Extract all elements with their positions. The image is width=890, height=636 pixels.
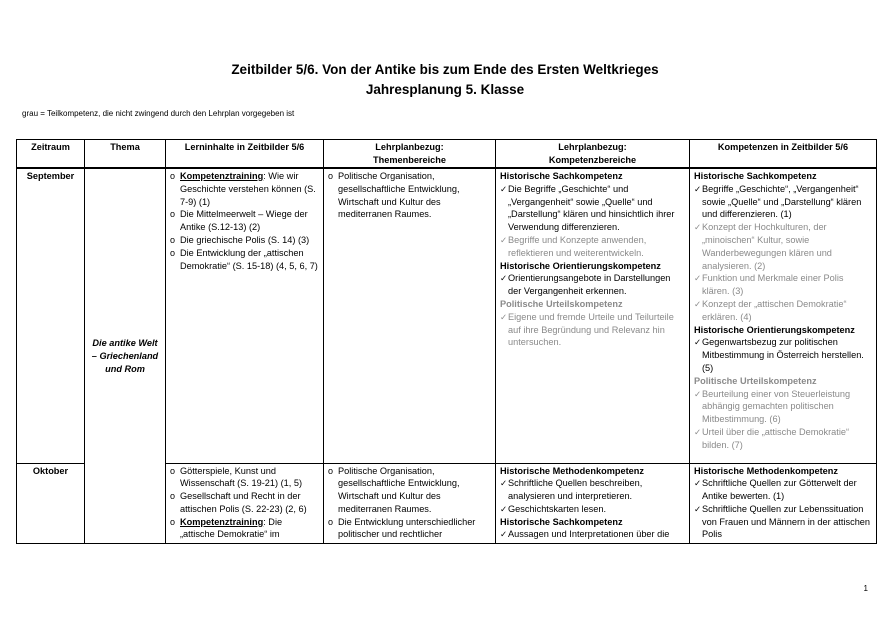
list-item: o Kompetenztraining: Die „attische Demokratie“ im [170,516,319,542]
header-lerninhalte: Lerninhalte in Zeitbilder 5/6 [166,140,324,169]
kompetenzen-zeitbilder-september: Historische Sachkompetenz ✓ Begriffe „Geschichte“, „Vergangenheit“ sowie „Quelle“ und „Darstellung“ klären und differenzieren. (1) ✓ Konzept der Hochkulturen, der „minoischen“ Kultur, sowie Wanderbewegungen klären und analysieren. (2) ✓ Funktion und Merkmale einer Polis klären. (3) ✓ Konzept der „attischen Demokratie“ erklären. (4) Historische Orientierungskompetenz ✓ Gegenwartsbezug zur politischen Mitbestimmung in Österreich herstellen. (5) Politische Urteilskompetenz ✓ Beurteilung einer von Steuerleistung abhängig gemachten politischen Mitbestimmung. (6) ✓ Urteil über die „attische Demokratie“ bilden. (7) [690,168,877,463]
list-item: o Politische Organisation, gesellschaftliche Entwicklung, Wirtschaft und Kultur des mediterranen Raumes. [328,465,491,516]
list-item: ✓ Schriftliche Quellen zur Lebenssituation von Frauen und Männern in der attischen Polis [694,503,872,541]
list-item: ✓ Begriffe „Geschichte“, „Vergangenheit“ sowie „Quelle“ und „Darstellung“ klären und differenzieren. (1) [694,183,872,221]
list-item: o Die Entwicklung unterschiedlicher politischer und rechtlicher [328,516,491,542]
list-item: ✓ Schriftliche Quellen zur Götterwelt der Antike bewerten. (1) [694,477,872,503]
lerninhalte-september [166,168,324,463]
header-themenbereiche: Lehrplanbezug: Themenbereiche [324,140,496,169]
kompetenzbereiche-oktober: Historische Methodenkompetenz ✓ Schriftliche Quellen beschreiben, analysieren und interpretieren. ✓ Geschichtskarten lesen. Historische Sachkompetenz ✓ Aussagen und Interpretationen über die [496,463,690,543]
document-title: Zeitbilder 5/6. Von der Antike bis zum Ende des Ersten Weltkrieges [231,62,659,77]
list-item: ✓ Funktion und Merkmale einer Polis klären. (3) [694,272,872,298]
themenbereiche-september [324,168,496,463]
list-item: o Kompetenztraining: Wie wir Geschichte verstehen können (S. 7-9) (1) [170,170,319,208]
header-kompetenzbereiche: Lehrplanbezug: Kompetenzbereiche [496,140,690,169]
table-row [17,168,877,463]
list-item: ✓ Konzept der „attischen Demokratie“ erklären. (4) [694,298,872,324]
list-item: ✓ Eigene und fremde Urteile und Teilurteile auf ihre Begründung und Relevanz hin untersuchen. [500,311,685,349]
list-item: ✓ Gegenwartsbezug zur politischen Mitbestimmung in Österreich herstellen. (5) [694,336,872,374]
header-zeitraum: Zeitraum [17,140,85,169]
kompetenzen-zeitbilder-oktober: Historische Methodenkompetenz ✓ Schriftliche Quellen zur Götterwelt der Antike bewerten. (1) ✓ Schriftliche Quellen zur Lebenssituation von Frauen und Männern in der attischen Polis [690,463,877,543]
list-item: o Die griechische Polis (S. 14) (3) [170,234,319,247]
list-item: o Die Mittelmeerwelt – Wiege der Antike (S.12-13) (2) [170,208,319,234]
document-subtitle: Jahresplanung 5. Klasse [365,82,525,97]
list-item: ✓ Die Begriffe „Geschichte“ und „Vergangenheit“ sowie „Quelle“ und „Darstellung“ klären und hinsichtlich ihrer Verwendung differenzieren. [500,183,685,234]
list-item: ✓ Konzept der Hochkulturen, der „minoischen“ Kultur, sowie Wanderbewegungen klären und analysieren. (2) [694,221,872,272]
planning-table [16,139,877,544]
page-bottom-margin [0,546,890,636]
legend-note: grau = Teilkompetenz, die nicht zwingend durch den Lehrplan vorgegeben ist [22,109,295,118]
list-item: ✓ Geschichtskarten lesen. [500,503,685,516]
header-kompetenzen-zeitbilder: Kompetenzen in Zeitbilder 5/6 [690,140,877,169]
zeitraum-september: September [17,168,85,463]
kompetenzbereiche-september: Historische Sachkompetenz ✓ Die Begriffe „Geschichte“ und „Vergangenheit“ sowie „Quelle“ und „Darstellung“ klären und hinsichtlich ihrer Verwendung differenzieren. ✓ Begriffe und Konzepte anwenden, reflektieren und weiterentwickeln. Historische Orientierungskompetenz ✓ Orientierungsangebote in Darstellungen der Vergangenheit erkennen. Politische Urteilskompetenz ✓ Eigene und fremde Urteile und Teilurteile auf ihre Begründung und Relevanz hin untersuchen. [496,168,690,463]
list-item: o Gesellschaft und Recht in der attischen Polis (S. 22-23) (2, 6) [170,490,319,516]
thema-cell: Die antike Welt – Griechenland und Rom [85,168,166,543]
list-item: ✓ Aussagen und Interpretationen über die [500,528,685,541]
list-item: o Die Entwicklung der „attischen Demokratie“ (S. 15-18) (4, 5, 6, 7) [170,247,319,273]
list-item: ✓ Beurteilung einer von Steuerleistung abhängig gemachten politischen Mitbestimmung. (6) [694,388,872,426]
list-item: ✓ Schriftliche Quellen beschreiben, analysieren und interpretieren. [500,477,685,503]
themenbereiche-oktober [324,463,496,543]
list-item: ✓ Begriffe und Konzepte anwenden, reflektieren und weiterentwickeln. [500,234,685,260]
list-item: o Politische Organisation, gesellschaftliche Entwicklung, Wirtschaft und Kultur des mediterranen Raumes. [328,170,491,221]
lerninhalte-oktober [166,463,324,543]
list-item: ✓ Urteil über die „attische Demokratie“ bilden. (7) [694,426,872,452]
zeitraum-oktober: Oktober [17,463,85,543]
list-item: ✓ Orientierungsangebote in Darstellungen der Vergangenheit erkennen. [500,272,685,298]
page-number: 1 [863,584,868,593]
list-item: o Götterspiele, Kunst und Wissenschaft (S. 19-21) (1, 5) [170,465,319,491]
header-thema: Thema [85,140,166,169]
